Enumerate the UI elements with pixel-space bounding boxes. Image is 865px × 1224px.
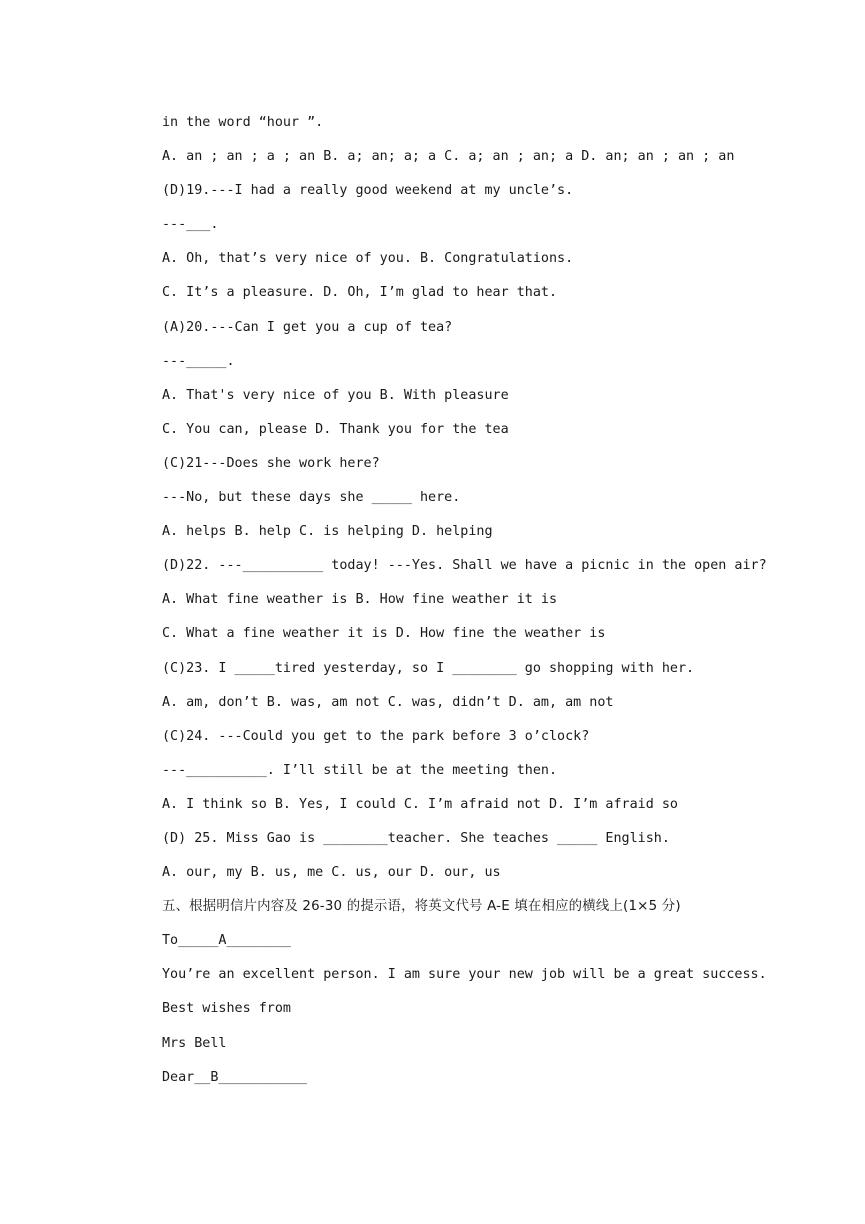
answer-options-25: A. our, my B. us, me C. us, our D. our, us xyxy=(162,865,501,881)
answer-options-22-cd: C. What a fine weather it is D. How fine the weather is xyxy=(162,626,606,642)
question-25: (D) 25. Miss Gao is ________teacher. She teaches _____ English. xyxy=(162,830,670,846)
answer-options-23: A. am, don’t B. was, am not C. was, didn’t D. am, am not xyxy=(162,694,614,710)
document-body xyxy=(162,113,802,1102)
postcard-signature: Mrs Bell xyxy=(162,1035,227,1051)
question-stem-line: in the word “hour ”. xyxy=(162,115,324,130)
question-20: (A)20.---Can I get you a cup of tea? xyxy=(162,319,453,335)
question-20-blank: ---_____. xyxy=(162,353,235,369)
question-21-blank: ---No, but these days she _____ here. xyxy=(162,490,461,506)
question-19-blank: ---___. xyxy=(162,217,219,233)
postcard-closing: Best wishes from xyxy=(162,1001,291,1017)
answer-options-19-ab: A. Oh, that’s very nice of you. B. Congratulations. xyxy=(162,251,574,267)
question-19: (D)19.---I had a really good weekend at my uncle’s. xyxy=(162,183,574,199)
answer-options-20-ab: A. That's very nice of you B. With pleasure xyxy=(162,387,509,403)
postcard-to-line: To_____A________ xyxy=(162,933,291,949)
question-21: (C)21---Does she work here? xyxy=(162,455,380,471)
answer-options-24: A. I think so B. Yes, I could C. I’m afraid not D. I’m afraid so xyxy=(162,796,678,812)
answer-options-21: A. helps B. help C. is helping D. helping xyxy=(162,524,493,540)
question-22: (D)22. ---__________ today! ---Yes. Shall we have a picnic in the open air? xyxy=(162,558,767,574)
question-23: (C)23. I _____tired yesterday, so I ________ go shopping with her. xyxy=(162,660,695,676)
answer-options-22-ab: A. What fine weather is B. How fine weather it is xyxy=(162,592,558,608)
answer-options-18: A. an ; an ; a ; an B. a; an; a; a C. a; an ; an; a D. an; an ; an ; an xyxy=(162,149,735,165)
answer-options-20-cd: C. You can, please D. Thank you for the tea xyxy=(162,421,509,437)
postcard-message: You’re an excellent person. I am sure your new job will be a great success. xyxy=(162,967,767,983)
question-24-blank: ---__________. I’ll still be at the meeting then. xyxy=(162,762,558,778)
question-24: (C)24. ---Could you get to the park before 3 o’clock? xyxy=(162,728,590,744)
answer-options-19-cd: C. It’s a pleasure. D. Oh, I’m glad to hear that. xyxy=(162,285,558,301)
postcard-dear-line: Dear__B___________ xyxy=(162,1069,308,1085)
section-five-heading: 五、根据明信片内容及 26-30 的提示语，将英文代号 A-E 填在相应的横线上(1×5 分) xyxy=(162,899,681,915)
